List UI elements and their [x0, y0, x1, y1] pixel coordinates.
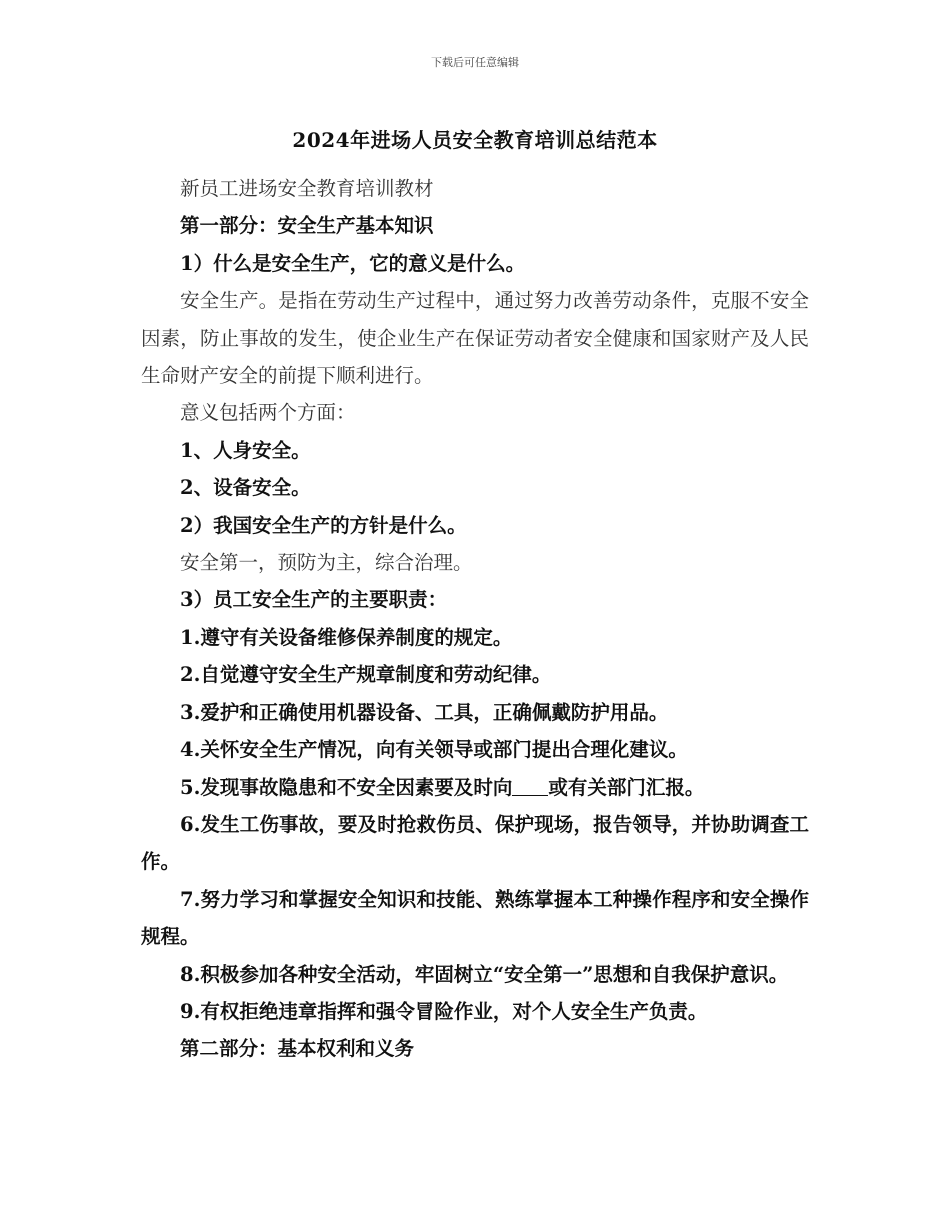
duty-item-7: 7.努力学习和掌握安全知识和技能、熟练掌握本工种操作程序和安全操作规程。 [141, 887, 809, 949]
list-item-personal-safety: 1、人身安全。 [180, 438, 311, 462]
question-3: 3）员工安全生产的主要职责： [180, 588, 448, 612]
list-item-equipment-safety: 2、设备安全。 [180, 476, 311, 500]
duty-item-4: 4.关怀安全生产情况，向有关领导或部门提出合理化建议。 [180, 738, 688, 762]
duty-item-5 [141, 769, 809, 806]
question-2: 2）我国安全生产的方针是什么。 [180, 513, 467, 537]
section-heading-2: 第二部分：基本权利和义务 [180, 1037, 415, 1061]
duty-item-5-after: 或有关部门汇报。 [548, 775, 705, 799]
question-1: 1）什么是安全生产，它的意义是什么。 [180, 251, 526, 275]
duty-item-1: 1.遵守有关设备维修保养制度的规定。 [180, 625, 513, 649]
duty-item-9: 9.有权拒绝违章指挥和强令冒险作业，对个人安全生产负责。 [180, 999, 708, 1023]
section-heading-1: 第一部分：安全生产基本知识 [180, 214, 434, 238]
duty-item-3: 3.爱护和正确使用机器设备、工具，正确佩戴防护用品。 [180, 700, 669, 724]
duty-item-2: 2.自觉遵守安全生产规章制度和劳动纪律。 [180, 663, 552, 687]
document-body [141, 170, 809, 1068]
paragraph-meaning: 意义包括两个方面： [180, 401, 356, 425]
paragraph-definition: 安全生产。是指在劳动生产过程中，通过努力改善劳动条件，克服不安全因素，防止事故的发生，使企业生产在保证劳动者安全健康和国家财产及人民生命财产安全的前提下顺利进行。 [141, 289, 809, 388]
paragraph-intro: 新员工进场安全教育培训教材 [180, 177, 434, 200]
document-title: 2024年进场人员安全教育培训总结范本 [292, 128, 658, 152]
fill-in-blank [512, 775, 548, 796]
page-header: 下载后可任意编辑 [431, 56, 519, 69]
duty-item-5-before: 5.发现事故隐患和不安全因素要及时向 [180, 775, 513, 799]
paragraph-policy: 安全第一，预防为主，综合治理。 [180, 551, 473, 575]
duty-item-8: 8.积极参加各种安全活动，牢固树立“安全第一”思想和自我保护意识。 [180, 962, 789, 986]
duty-item-6: 6.发生工伤事故，要及时抢救伤员、保护现场，报告领导，并协助调查工作。 [141, 812, 809, 874]
